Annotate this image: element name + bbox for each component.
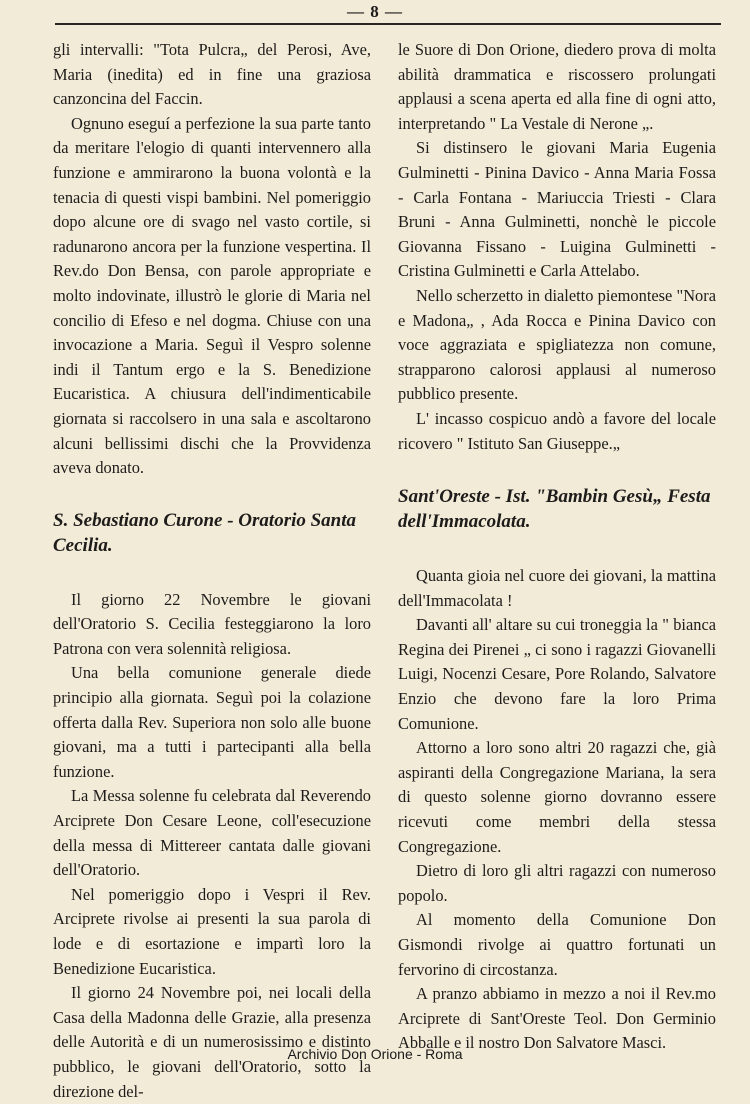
header-rule [55, 23, 721, 25]
paragraph: Attorno a loro sono altri 20 ragazzi che, già aspiranti della Congregazione Mariana, la sera di questo solenne giorno dovranno essere ricevuti come membri della stessa Congregazione. [398, 738, 716, 856]
page-number: — 8 — [347, 2, 403, 21]
paragraph: Dietro di loro gli altri ragazzi con numeroso popolo. [398, 861, 716, 905]
paragraph: Al momento della Comunione Don Gismondi rivolge ai quattro fortunati un fervorino di circostanza. [398, 910, 716, 979]
paragraph: A pranzo abbiamo in mezzo a noi il Rev.mo Arciprete di Sant'Oreste Teol. Don Germinio Abballe e il nostro Don Salvatore Masci. [398, 984, 716, 1053]
paragraph: Quanta gioia nel cuore dei giovani, la mattina dell'Immacolata ! [398, 566, 716, 610]
paragraph: La Messa solenne fu celebrata dal Reverendo Arciprete Don Cesare Leone, coll'esecuzione della messa di Mittereer cantata dalle giovani dell'Oratorio. [53, 786, 371, 880]
archive-footer: Archivio Don Orione - Roma [287, 1046, 463, 1062]
section-title-sant-oreste: Sant'Oreste - Ist. "Bambin Gesù„ Festa dell'Immacolata. [398, 486, 711, 533]
section-title-san-sebastiano: S. Sebastiano Curone - Oratorio Santa Cecilia. [53, 509, 357, 556]
paragraph: le Suore di Don Orione, diedero prova di molta abilità drammatica e riscossero prolungati applausi a scena aperta ed alla fine di ogni atto, interpretando " La Vestale di Nerone „. [398, 40, 716, 133]
right-column [398, 38, 716, 1056]
paragraph: Nel pomeriggio dopo i Vespri il Rev. Arciprete rivolse ai presenti la sua parola di lode e di esortazione e impartì loro la Benedizione Eucaristica. [53, 884, 371, 978]
paragraph: Nello scherzetto in dialetto piemontese "Nora e Madona„ , Ada Rocca e Pinina Davico con voce aggraziata e spigliatezza non comune, strapparono calorosi applausi al numeroso pubblico presente. [398, 285, 716, 404]
paragraph: Il giorno 24 Novembre poi, nei locali della Casa della Madonna delle Grazie, alla presenza delle Autorità e di un numerosissimo e distinto pubblico, le giovani dell'Oratorio, sotto la direzione del- [53, 983, 371, 1101]
paragraph: gli intervalli: "Tota Pulcra„ del Perosi, Ave, Maria (inedita) ed in fine una graziosa canzoncina del Faccin. [53, 40, 371, 109]
paragraph: L' incasso cospicuo andò a favore del locale ricovero " Istituto San Giuseppe.„ [398, 408, 716, 453]
paragraph: Davanti all' altare su cui troneggia la " bianca Regina dei Pirenei „ ci sono i ragazzi Giovanelli Luigi, Nocenzi Cesare, Pore Rolando, Salvatore Enzio che devono fare la loro Prima Comunione. [398, 615, 716, 733]
paragraph: Il giorno 22 Novembre le giovani dell'Oratorio S. Cecilia festeggiarono la loro Patrona con vera solennità religiosa. [53, 589, 371, 658]
paragraph: Una bella comunione generale diede principio alla giornata. Seguì poi la colazione offerta dalla Rev. Superiora non solo alle buone giovani, ma a tutti i partecipanti alla bella funzione. [53, 663, 371, 781]
paragraph: Ognuno eseguí a perfezione la sua parte tanto da meritare l'elogio di quanti intervennero alla funzione e ammirarono la buona volontà e la tenacia di questi vispi bambini. Nel pomeriggio dopo alcune ore di svago nel vasto cortile, si radunarono ancora per la funzione vespertina. Il Rev.do Don Bensa, con parole appropriate e molto indovinate, illustrò le glorie di Maria nel concilio di Efeso e nel dogma. Chiuse con una invocazione a Maria. Seguì il Vespro solenne indi il Tantum ergo e la S. Benedizione Eucaristica. A chiusura dell'indimenticabile giornata si raccolsero in una sala e ascoltarono alcuni bellissimi dischi che la Provvidenza aveva donato. [53, 113, 371, 478]
left-column [53, 38, 371, 1104]
paragraph: Si distinsero le giovani Maria Eugenia Gulminetti - Pinina Davico - Anna Maria Fossa - Carla Fontana - Mariuccia Triesti - Clara Bruni - Anna Gulminetti, nonchè le piccole Giovanna Fissano - Luigina Gulminetti - Cristina Gulminetti e Carla Attelabo. [398, 138, 716, 281]
